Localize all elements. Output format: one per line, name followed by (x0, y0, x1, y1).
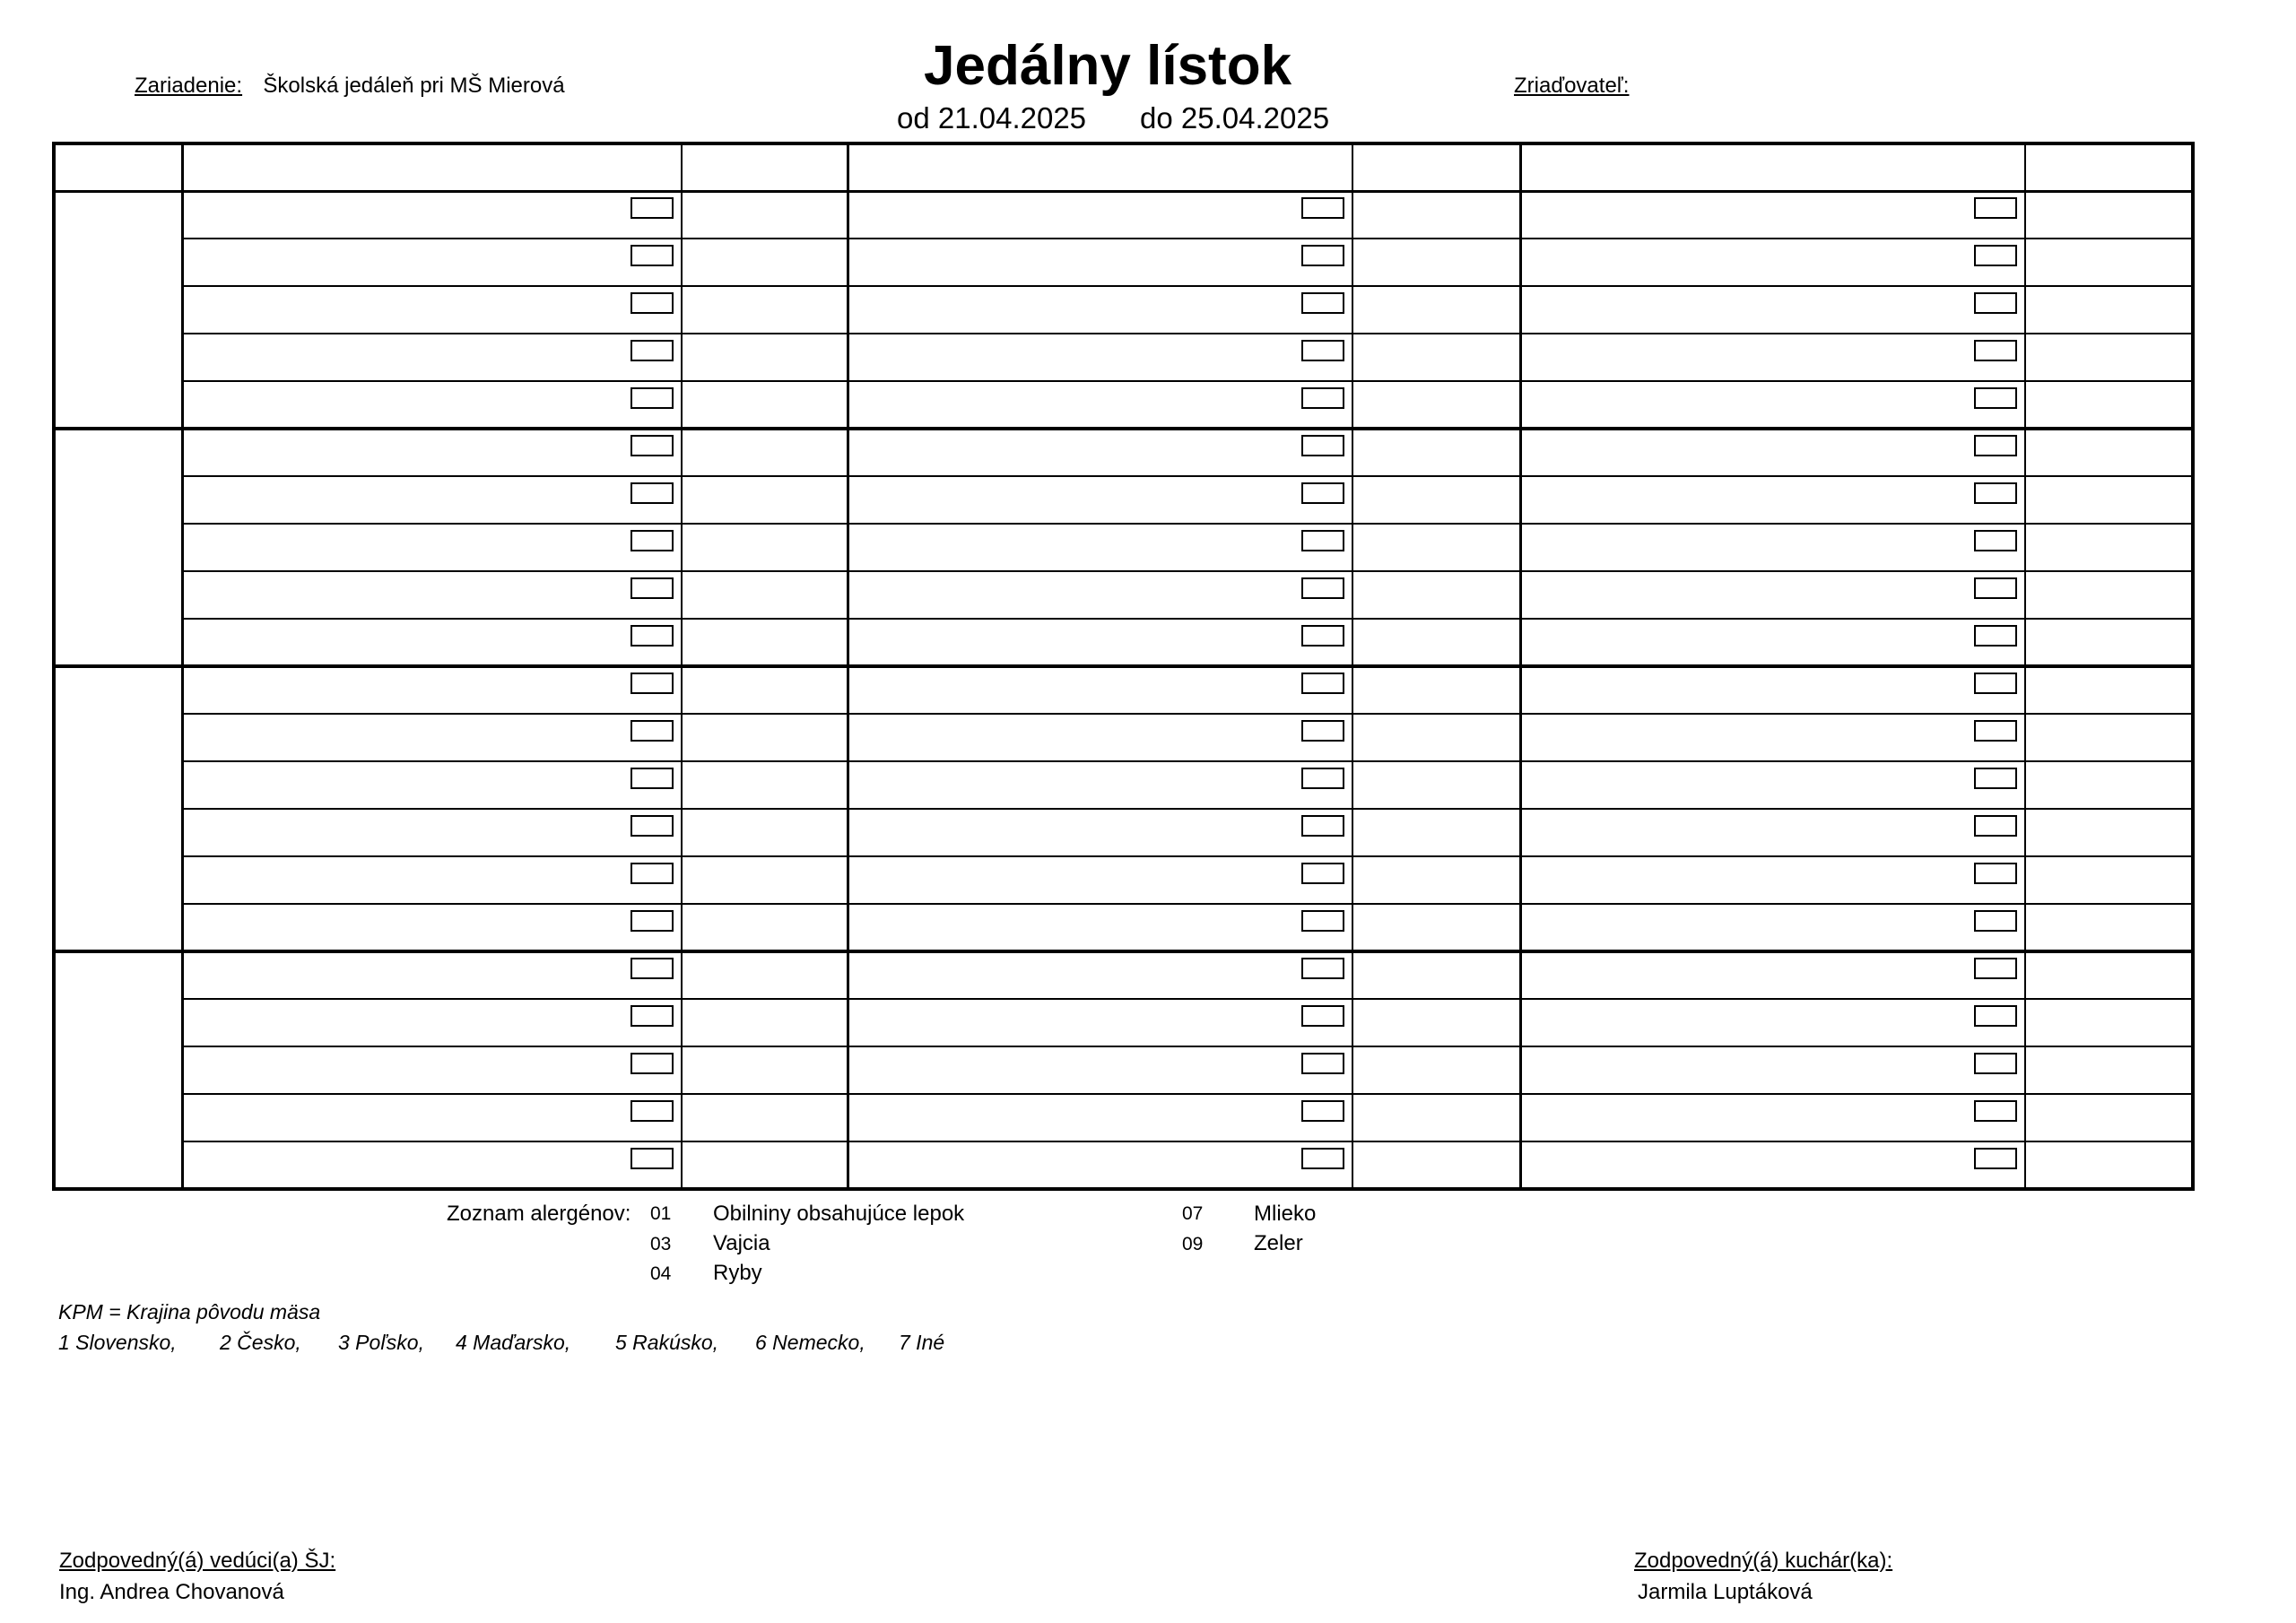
column-divider (1519, 143, 1522, 1189)
kpm-checkbox (1301, 863, 1344, 884)
kpm-checkbox (631, 292, 674, 314)
kpm-checkbox (1301, 1053, 1344, 1074)
kpm-checkbox (1974, 387, 2017, 409)
kpm-checkbox (1974, 292, 2017, 314)
kpm-checkbox (631, 387, 674, 409)
row-divider (182, 475, 2193, 477)
row-divider (182, 285, 2193, 287)
kpm-checkbox (1301, 530, 1344, 551)
kpm-checkbox (1974, 530, 2017, 551)
row-divider (182, 713, 2193, 715)
kpm-checkbox (1974, 1100, 2017, 1122)
kpm-checkbox (631, 197, 674, 219)
row-divider (182, 618, 2193, 620)
kpm-checkbox (631, 435, 674, 456)
allergen-code: 03 (650, 1234, 672, 1254)
row-divider (52, 664, 2195, 668)
column-divider (847, 143, 849, 1189)
kpm-checkbox (631, 863, 674, 884)
kpm-checkbox (631, 530, 674, 551)
facility-value: Školská jedáleň pri MŠ Mierová (263, 74, 565, 98)
row-divider (182, 1141, 2193, 1142)
kpm-checkbox (1301, 768, 1344, 789)
kpm-checkbox (1301, 673, 1344, 694)
kpm-checkbox (1301, 387, 1344, 409)
founder-label: Zriaďovateľ: (1514, 74, 1630, 98)
date-range (897, 101, 1329, 135)
date-to: do 25.04.2025 (1140, 101, 1330, 135)
allergen-list-label: Zoznam alergénov: (447, 1202, 631, 1226)
kpm-checkbox (1974, 340, 2017, 361)
column-divider (181, 143, 184, 1189)
kpm-checkbox (1974, 577, 2017, 599)
allergen-code: 09 (1182, 1234, 1204, 1254)
row-divider (182, 1046, 2193, 1047)
row-divider (52, 950, 2195, 953)
row-divider (182, 333, 2193, 334)
kpm-note: KPM = Krajina pôvodu mäsa (58, 1300, 321, 1324)
date-from: od 21.04.2025 (897, 101, 1087, 135)
kpm-checkbox (1301, 958, 1344, 979)
country-item: 7 Iné (899, 1331, 945, 1354)
kpm-checkbox (631, 482, 674, 504)
row-divider (182, 238, 2193, 239)
kpm-checkbox (1974, 815, 2017, 837)
kpm-checkbox (631, 815, 674, 837)
kpm-checkbox (631, 1005, 674, 1027)
country-item: 1 Slovensko, (58, 1331, 177, 1354)
kpm-checkbox (1301, 245, 1344, 266)
country-item: 2 Česko, (220, 1331, 301, 1354)
kpm-checkbox (631, 958, 674, 979)
kpm-checkbox (1301, 482, 1344, 504)
kpm-checkbox (1974, 482, 2017, 504)
kpm-checkbox (631, 577, 674, 599)
manager-name: Ing. Andrea Chovanová (59, 1580, 284, 1604)
column-divider (2024, 143, 2026, 1189)
row-divider (182, 998, 2193, 1000)
row-divider (52, 142, 2195, 145)
allergen-code: 04 (650, 1263, 672, 1284)
kpm-checkbox (631, 245, 674, 266)
allergen-code: 01 (650, 1203, 672, 1224)
country-item: 4 Maďarsko, (456, 1331, 571, 1354)
kpm-checkbox (1974, 673, 2017, 694)
kpm-checkbox (1301, 720, 1344, 742)
kpm-checkbox (1301, 1100, 1344, 1122)
country-item: 3 Poľsko, (338, 1331, 424, 1354)
row-divider (182, 570, 2193, 572)
allergen-name: Obilniny obsahujúce lepok (713, 1202, 965, 1226)
country-item: 6 Nemecko, (755, 1331, 865, 1354)
kpm-checkbox (631, 910, 674, 932)
kpm-checkbox (631, 625, 674, 647)
kpm-checkbox (631, 720, 674, 742)
kpm-checkbox (1301, 197, 1344, 219)
row-divider (182, 903, 2193, 905)
column-divider (1352, 143, 1353, 1189)
row-divider (52, 427, 2195, 430)
kpm-checkbox (631, 673, 674, 694)
kpm-checkbox (1301, 625, 1344, 647)
column-divider (52, 143, 56, 1189)
row-divider (182, 760, 2193, 762)
kpm-checkbox (1974, 863, 2017, 884)
row-divider (182, 523, 2193, 525)
kpm-checkbox (1974, 1005, 2017, 1027)
country-item: 5 Rakúsko, (615, 1331, 719, 1354)
allergen-name: Ryby (713, 1261, 762, 1285)
kpm-checkbox (1974, 435, 2017, 456)
kpm-checkbox (631, 1148, 674, 1169)
kpm-checkbox (1974, 720, 2017, 742)
allergen-name: Zeler (1254, 1231, 1303, 1255)
manager-label: Zodpovedný(á) vedúci(a) ŠJ: (59, 1549, 336, 1573)
kpm-checkbox (1301, 340, 1344, 361)
column-divider (681, 143, 683, 1189)
row-divider (52, 190, 2195, 193)
kpm-checkbox (1301, 292, 1344, 314)
row-divider (182, 1093, 2193, 1095)
kpm-checkbox (1301, 435, 1344, 456)
kpm-checkbox (1974, 625, 2017, 647)
page-title: Jedálny lístok (924, 35, 1292, 97)
kpm-checkbox (631, 340, 674, 361)
allergen-name: Vajcia (713, 1231, 770, 1255)
kpm-checkbox (1301, 815, 1344, 837)
kpm-checkbox (1974, 1053, 2017, 1074)
kpm-checkbox (1974, 197, 2017, 219)
kpm-checkbox (1301, 1005, 1344, 1027)
allergen-code: 07 (1182, 1203, 1204, 1224)
row-divider (182, 380, 2193, 382)
allergen-name: Mlieko (1254, 1202, 1317, 1226)
kpm-checkbox (631, 1053, 674, 1074)
kpm-checkbox (1301, 1148, 1344, 1169)
kpm-checkbox (1974, 1148, 2017, 1169)
cook-name: Jarmila Luptáková (1638, 1580, 1813, 1604)
kpm-checkbox (1974, 768, 2017, 789)
row-divider (182, 855, 2193, 857)
row-divider (182, 808, 2193, 810)
kpm-checkbox (1974, 245, 2017, 266)
kpm-checkbox (1301, 910, 1344, 932)
kpm-checkbox (1974, 910, 2017, 932)
cook-label: Zodpovedný(á) kuchár(ka): (1634, 1549, 1893, 1573)
kpm-checkbox (631, 1100, 674, 1122)
kpm-checkbox (1974, 958, 2017, 979)
facility-label: Zariadenie: (135, 74, 243, 98)
column-divider (2191, 143, 2195, 1189)
kpm-checkbox (631, 768, 674, 789)
kpm-checkbox (1301, 577, 1344, 599)
row-divider (52, 1187, 2195, 1191)
